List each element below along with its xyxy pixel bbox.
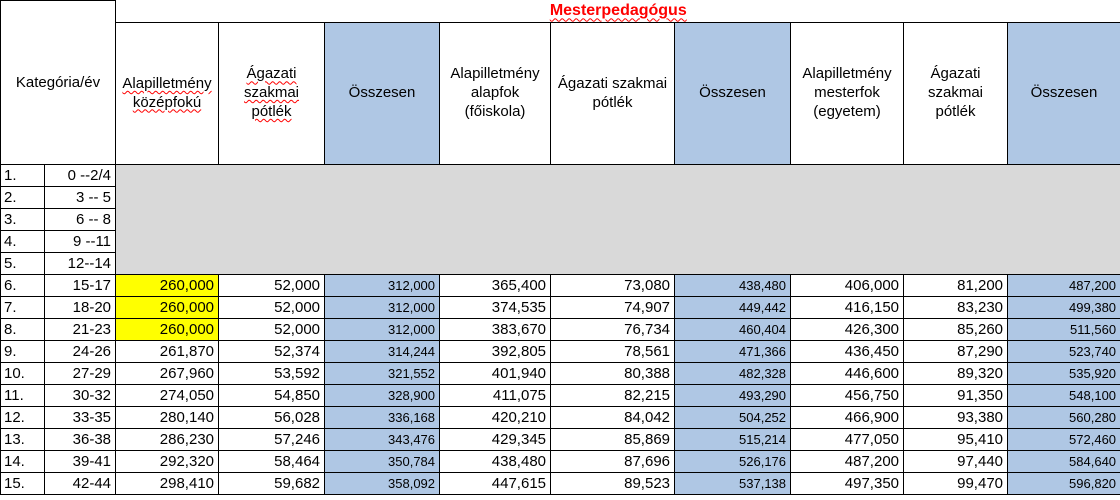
base-salary-cell[interactable]: 426,300 <box>791 319 904 341</box>
total-cell[interactable]: 336,168 <box>325 407 440 429</box>
table-body <box>1 165 1120 495</box>
table-row <box>1 451 1120 473</box>
empty-categories-block[interactable] <box>116 165 1120 275</box>
total-cell[interactable]: 537,138 <box>675 473 791 495</box>
base-salary-cell[interactable]: 438,480 <box>440 451 551 473</box>
total-cell[interactable]: 358,092 <box>325 473 440 495</box>
category-cell[interactable]: 27-29 <box>45 363 116 385</box>
title-row <box>1 1 1120 23</box>
base-salary-cell[interactable]: 446,600 <box>791 363 904 385</box>
base-salary-cell[interactable]: 383,670 <box>440 319 551 341</box>
category-cell[interactable]: 6 -- 8 <box>45 209 116 231</box>
total-cell[interactable]: 499,380 <box>1008 297 1120 319</box>
table-row <box>1 165 1120 187</box>
base-salary-cell[interactable]: 280,140 <box>116 407 219 429</box>
category-cell[interactable]: 39-41 <box>45 451 116 473</box>
column-header-label: Alapilletmény alapfok (főiskola) <box>450 65 540 120</box>
category-cell[interactable]: 9 --11 <box>45 231 116 253</box>
column-header-cell[interactable] <box>440 23 551 165</box>
sector-bonus-cell[interactable]: 53,592 <box>219 363 325 385</box>
column-header-row <box>1 23 1120 165</box>
sector-bonus-cell[interactable]: 87,696 <box>551 451 675 473</box>
category-cell[interactable]: 18-20 <box>45 297 116 319</box>
table-row <box>1 407 1120 429</box>
total-cell[interactable]: 312,000 <box>325 297 440 319</box>
total-cell[interactable]: 482,328 <box>675 363 791 385</box>
column-header-cell[interactable] <box>116 23 219 165</box>
total-cell[interactable]: 321,552 <box>325 363 440 385</box>
total-cell[interactable]: 343,476 <box>325 429 440 451</box>
sector-bonus-cell[interactable]: 74,907 <box>551 297 675 319</box>
total-cell[interactable]: 314,244 <box>325 341 440 363</box>
table-row <box>1 341 1120 363</box>
category-cell[interactable]: 3 -- 5 <box>45 187 116 209</box>
sector-bonus-cell[interactable]: 76,734 <box>551 319 675 341</box>
column-header-label: Alapilletmény mesterfok (egyetem) <box>802 65 892 120</box>
sector-bonus-cell[interactable]: 83,230 <box>904 297 1008 319</box>
base-salary-cell[interactable]: 260,000 <box>116 275 219 297</box>
table-row <box>1 385 1120 407</box>
column-header-cell[interactable] <box>904 23 1008 165</box>
table-row <box>1 275 1120 297</box>
column-header-label: Ágazati szakmai pótlék <box>557 74 668 111</box>
base-salary-cell[interactable]: 274,050 <box>116 385 219 407</box>
total-cell[interactable]: 596,820 <box>1008 473 1120 495</box>
total-cell[interactable]: 438,480 <box>675 275 791 297</box>
base-salary-cell[interactable]: 392,805 <box>440 341 551 363</box>
row-number-cell[interactable]: 8. <box>1 319 45 341</box>
total-cell[interactable]: 328,900 <box>325 385 440 407</box>
base-salary-cell[interactable]: 436,450 <box>791 341 904 363</box>
base-salary-cell[interactable]: 292,320 <box>116 451 219 473</box>
sector-bonus-cell[interactable]: 56,028 <box>219 407 325 429</box>
base-salary-cell[interactable]: 497,350 <box>791 473 904 495</box>
table-title-label: Mesterpedagógus <box>549 2 687 20</box>
table-row <box>1 363 1120 385</box>
row-number-cell[interactable]: 6. <box>1 275 45 297</box>
column-header-cell[interactable] <box>551 23 675 165</box>
category-cell[interactable]: 24-26 <box>45 341 116 363</box>
row-number-cell[interactable]: 12. <box>1 407 45 429</box>
sector-bonus-cell[interactable]: 54,850 <box>219 385 325 407</box>
sector-bonus-cell[interactable]: 59,682 <box>219 473 325 495</box>
table-row <box>1 319 1120 341</box>
total-cell[interactable]: 487,200 <box>1008 275 1120 297</box>
row-number-cell[interactable]: 3. <box>1 209 45 231</box>
sector-bonus-cell[interactable]: 57,246 <box>219 429 325 451</box>
category-cell[interactable]: 30-32 <box>45 385 116 407</box>
sector-bonus-cell[interactable]: 89,320 <box>904 363 1008 385</box>
table-header <box>1 1 1120 165</box>
column-header-cell[interactable] <box>791 23 904 165</box>
column-header-cell[interactable] <box>675 23 791 165</box>
category-cell[interactable]: 0 --2/4 <box>45 165 116 187</box>
base-salary-cell[interactable]: 411,075 <box>440 385 551 407</box>
total-cell[interactable]: 460,404 <box>675 319 791 341</box>
total-cell[interactable]: 535,920 <box>1008 363 1120 385</box>
base-salary-cell[interactable]: 429,345 <box>440 429 551 451</box>
base-salary-cell[interactable]: 416,150 <box>791 297 904 319</box>
base-salary-cell[interactable]: 406,000 <box>791 275 904 297</box>
sector-bonus-cell[interactable]: 97,440 <box>904 451 1008 473</box>
column-header-label: Összesen <box>348 84 416 102</box>
category-cell[interactable]: 42-44 <box>45 473 116 495</box>
column-header-label: Ágazati szakmai pótlék <box>928 65 984 120</box>
category-cell[interactable]: 33-35 <box>45 407 116 429</box>
sector-bonus-cell[interactable]: 80,388 <box>551 363 675 385</box>
sector-bonus-cell[interactable]: 89,523 <box>551 473 675 495</box>
base-salary-cell[interactable]: 260,000 <box>116 319 219 341</box>
total-cell[interactable]: 471,366 <box>675 341 791 363</box>
sector-bonus-cell[interactable]: 82,215 <box>551 385 675 407</box>
row-number-cell[interactable]: 4. <box>1 231 45 253</box>
table-title-cell[interactable] <box>116 1 1120 23</box>
base-salary-cell[interactable]: 420,210 <box>440 407 551 429</box>
sector-bonus-cell[interactable]: 87,290 <box>904 341 1008 363</box>
total-cell[interactable]: 572,460 <box>1008 429 1120 451</box>
sector-bonus-cell[interactable]: 81,200 <box>904 275 1008 297</box>
base-salary-cell[interactable]: 365,400 <box>440 275 551 297</box>
row-number-cell[interactable]: 15. <box>1 473 45 495</box>
sector-bonus-cell[interactable]: 84,042 <box>551 407 675 429</box>
sector-bonus-cell[interactable]: 52,000 <box>219 319 325 341</box>
sector-bonus-cell[interactable]: 85,869 <box>551 429 675 451</box>
table-row <box>1 473 1120 495</box>
base-salary-cell[interactable]: 261,870 <box>116 341 219 363</box>
category-cell[interactable]: 36-38 <box>45 429 116 451</box>
row-number-cell[interactable]: 10. <box>1 363 45 385</box>
base-salary-cell[interactable]: 447,615 <box>440 473 551 495</box>
base-salary-cell[interactable]: 401,940 <box>440 363 551 385</box>
category-cell[interactable]: 21-23 <box>45 319 116 341</box>
total-cell[interactable]: 504,252 <box>675 407 791 429</box>
sector-bonus-cell[interactable]: 78,561 <box>551 341 675 363</box>
category-cell[interactable]: 12--14 <box>45 253 116 275</box>
base-salary-cell[interactable]: 466,900 <box>791 407 904 429</box>
total-cell[interactable]: 560,280 <box>1008 407 1120 429</box>
total-cell[interactable]: 526,176 <box>675 451 791 473</box>
column-header-label: Összesen <box>1030 84 1098 102</box>
column-header-cell[interactable] <box>325 23 440 165</box>
sector-bonus-cell[interactable]: 58,464 <box>219 451 325 473</box>
total-cell[interactable]: 312,000 <box>325 319 440 341</box>
base-salary-cell[interactable]: 456,750 <box>791 385 904 407</box>
total-cell[interactable]: 515,214 <box>675 429 791 451</box>
sector-bonus-cell[interactable]: 91,350 <box>904 385 1008 407</box>
row-number-cell[interactable]: 2. <box>1 187 45 209</box>
total-cell[interactable]: 584,640 <box>1008 451 1120 473</box>
base-salary-cell[interactable]: 286,230 <box>116 429 219 451</box>
sector-bonus-cell[interactable]: 99,470 <box>904 473 1008 495</box>
column-header-label: Összesen <box>699 84 766 102</box>
sector-bonus-cell[interactable]: 73,080 <box>551 275 675 297</box>
total-cell[interactable]: 493,290 <box>675 385 791 407</box>
total-cell[interactable]: 449,442 <box>675 297 791 319</box>
base-salary-cell[interactable]: 477,050 <box>791 429 904 451</box>
total-cell[interactable]: 312,000 <box>325 275 440 297</box>
column-header-cell[interactable] <box>219 23 325 165</box>
total-cell[interactable]: 511,560 <box>1008 319 1120 341</box>
row-number-cell[interactable]: 7. <box>1 297 45 319</box>
row-number-cell[interactable]: 11. <box>1 385 45 407</box>
sector-bonus-cell[interactable]: 52,000 <box>219 297 325 319</box>
sector-bonus-cell[interactable]: 93,380 <box>904 407 1008 429</box>
table-row <box>1 429 1120 451</box>
category-cell[interactable]: 15-17 <box>45 275 116 297</box>
base-salary-cell[interactable]: 487,200 <box>791 451 904 473</box>
total-cell[interactable]: 350,784 <box>325 451 440 473</box>
column-header-label: Alapilletmény középfokú <box>122 74 212 111</box>
total-cell[interactable]: 548,100 <box>1008 385 1120 407</box>
base-salary-cell[interactable]: 374,535 <box>440 297 551 319</box>
base-salary-cell[interactable]: 267,960 <box>116 363 219 385</box>
row-number-cell[interactable]: 9. <box>1 341 45 363</box>
row-number-cell[interactable]: 14. <box>1 451 45 473</box>
column-header-label: Ágazati szakmai pótlék <box>244 65 300 120</box>
table-row <box>1 297 1120 319</box>
row-number-cell[interactable]: 5. <box>1 253 45 275</box>
sector-bonus-cell[interactable]: 85,260 <box>904 319 1008 341</box>
sector-bonus-cell[interactable]: 95,410 <box>904 429 1008 451</box>
sector-bonus-cell[interactable]: 52,374 <box>219 341 325 363</box>
total-cell[interactable]: 523,740 <box>1008 341 1120 363</box>
sector-bonus-cell[interactable]: 52,000 <box>219 275 325 297</box>
corner-header-cell[interactable]: Kategória/év <box>1 1 116 165</box>
base-salary-cell[interactable]: 298,410 <box>116 473 219 495</box>
base-salary-cell[interactable]: 260,000 <box>116 297 219 319</box>
row-number-cell[interactable]: 1. <box>1 165 45 187</box>
row-number-cell[interactable]: 13. <box>1 429 45 451</box>
column-header-cell[interactable] <box>1008 23 1120 165</box>
